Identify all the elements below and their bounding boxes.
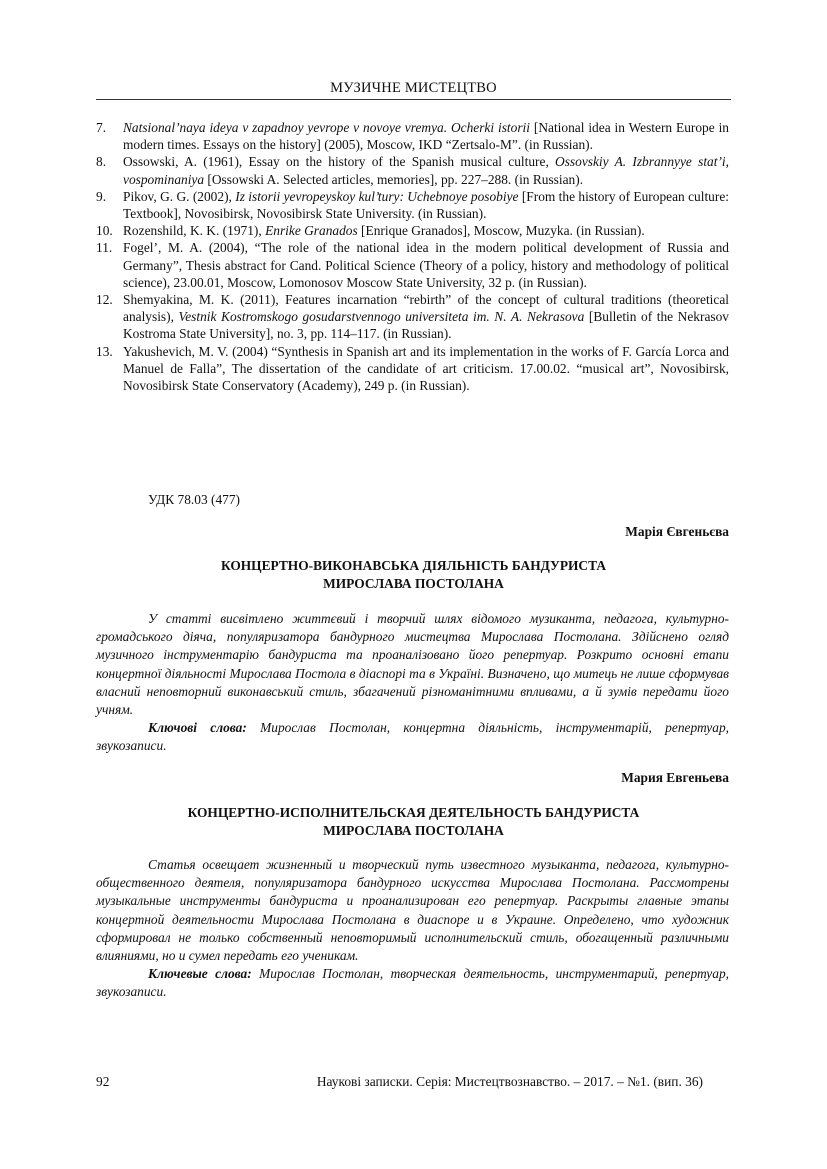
reference-text: Shemyakina, M. K. (2011), Features incarnation “rebirth” of the concept of cultural traditions (theoretical analysis), <box>123 292 729 325</box>
reference-item <box>96 222 729 239</box>
keywords-text: Мирослав Постолан, творческая деятельность, инструментарий, репертуар, звукозаписи. <box>96 966 729 1000</box>
author-name-russian: Мария Евгеньева <box>621 770 729 785</box>
title-line: МИРОСЛАВА ПОСТОЛАНА <box>323 822 504 838</box>
reference-item <box>96 343 729 395</box>
reference-text: Yakushevich, M. V. (2004) “Synthesis in Spanish art and its implementation in the works of F. García Lorca and Manuel de Falla”, The dissertation of the candidate of art criticism. 17.00.02. “musical art”, Novosibirsk, Novosibirsk State Conservatory (Academy), 249 p. (in Russian). <box>123 343 729 394</box>
title-line: КОНЦЕРТНО-ИСПОЛНИТЕЛЬСКАЯ ДЕЯТЕЛЬНОСТЬ БАНДУРИСТА <box>187 805 640 820</box>
reference-item <box>96 188 729 222</box>
reference-text: [Ossowski A. Selected articles, memories], pp. 227–288. (in Russian). <box>204 171 584 187</box>
title-line: КОНЦЕРТНО-ВИКОНАВСЬКА ДІЯЛЬНІСТЬ БАНДУРИСТА <box>220 558 607 573</box>
reference-number: 10. <box>96 223 113 239</box>
abstract-text: Статья освещает жизненный и творческий путь известного музыканта, педагога, культурно-общественного деятеля, популяризатора бандурного искусства Мирослава Постолана. Рассмотрены музыкальные инструменты бандуриста и проанализирован его репертуар. Раскрыты главные этапы концертной деятельности Мирослава Постолана в диаспоре и в Украине. Определено, что художник сформировал не только собственный неповторимый исполнительский стиль, обогащенный различными влияниями, но и сумел передать его ученикам. <box>96 857 729 964</box>
reference-title-italic: Vestnik Kostromskogo gosudarstvennogo universiteta im. N. A. Nekrasova <box>178 309 585 325</box>
keywords-label: Ключові слова: <box>148 720 247 736</box>
reference-item <box>96 291 729 343</box>
reference-number: 7. <box>96 120 107 135</box>
article-title-ukrainian <box>96 557 731 592</box>
reference-title-italic: Ossovskiy A. Izbrannyye stat’i, vospominaniya <box>123 154 729 187</box>
keywords-paragraph <box>96 719 729 755</box>
reference-text: Fogel’, M. A. (2004), “The role of the national idea in the modern political development of Russia and Germany”, Thesis abstract for Cand. Political Science (Theory of a policy, history and methodology of political science), 23.00.01, Moscow, Lomonosov Moscow State University, 32 p. (in Russian). <box>123 240 729 290</box>
reference-text: Pikov, G. G. (2002), <box>123 188 236 204</box>
reference-item <box>96 239 729 291</box>
page-number: 92 <box>96 1074 110 1089</box>
author-name-ukrainian: Марія Євгеньєва <box>625 524 729 539</box>
udk-code: УДК 78.03 (477) <box>148 492 241 507</box>
abstract-russian <box>96 856 729 1002</box>
reference-text: [From the history of European culture: Textbook], Novosibirsk, Novosibirsk State University. (in Russian). <box>123 188 729 222</box>
reference-number: 8. <box>96 154 107 170</box>
reference-number: 12. <box>96 292 113 308</box>
journal-citation: Наукові записки. Серія: Мистецтвознавство. – 2017. – №1. (вип. 36) <box>316 1074 703 1089</box>
reference-text: Ossowski, A. (1961), Essay on the history of the Spanish musical culture, <box>123 154 556 170</box>
keywords-paragraph <box>96 965 729 1001</box>
title-line: МИРОСЛАВА ПОСТОЛАНА <box>323 575 504 591</box>
reference-text: [National idea in Western Europe in modern times. Essays on the history] (2005), Moscow, IKD “Zertsalo-M”. (in Russian). <box>123 120 729 153</box>
reference-title-italic: Iz istorii yevropeyskoy kul’tury: Uchebnoye posobiye <box>235 188 519 204</box>
abstract-text: У статті висвітлено життєвий і творчий шлях відомого музиканта, педагога, культурно-громадського діяча, популяризатора бандурного мистецтва Мирослава Постолана. Здійснено огляд музичного інструментарію бандуриста та проаналізовано його репертуар. Розкрито основні етапи концертної діяльності Мирослава Постола в діаспорі та в Україні. Визначено, що митець не лише сформував власний неповторний виконавський стиль, збагачений різноманітними впливами, а й зумів передати його учням. <box>96 611 729 718</box>
reference-list <box>96 119 729 394</box>
article-title-russian <box>96 804 731 839</box>
abstract-ukrainian <box>96 610 729 756</box>
reference-item <box>96 119 729 153</box>
header-rule <box>96 99 731 100</box>
reference-item <box>96 153 729 187</box>
reference-text: Rozenshild, K. K. (1971), <box>123 223 266 239</box>
reference-title-italic: Natsional’naya ideya v zapadnoy yevrope v novoye vremya. Ocherki istorii <box>123 120 530 135</box>
keywords-text: Мирослав Постолан, концертна діяльність, інструментарій, репертуар, звукозаписи. <box>96 720 729 754</box>
keywords-label: Ключевые слова: <box>148 966 252 982</box>
reference-number: 9. <box>96 188 107 204</box>
running-head: МУЗИЧНЕ МИСТЕЦТВО <box>330 80 497 96</box>
reference-number: 11. <box>96 240 113 256</box>
reference-text: [Enrique Granados], Moscow, Muzyka. (in Russian). <box>357 223 645 239</box>
reference-number: 13. <box>96 343 113 359</box>
reference-title-italic: Enrike Granados <box>265 223 358 239</box>
reference-text: [Bulletin of the Nekrasov Kostroma State University], no. 3, pp. 114–117. (in Russian). <box>123 309 730 342</box>
